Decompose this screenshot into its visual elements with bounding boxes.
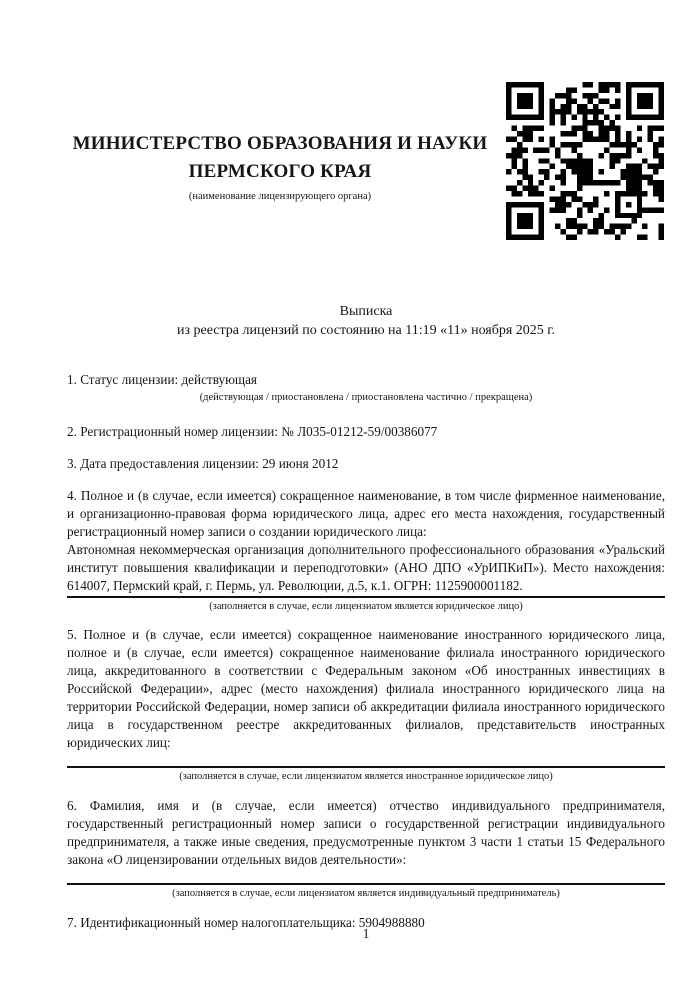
page-number: 1 xyxy=(362,926,370,941)
ministry-name-line1: МИНИСТЕРСТВО ОБРАЗОВАНИЯ И НАУКИ xyxy=(72,133,488,154)
field-4-value: Автономная некоммерческая организация дополнительного профессионального образования «Уральский институт повышения квалификации и переподготовки» (АНО ДПО «УрИПКиП»). Место нахождения: 614007, Пермский край, г. Пермь, ул. Революции, д.5, к.1. ОГРН: 1125900001182. xyxy=(67,542,665,593)
field-2-registration-number: 2. Регистрационный номер лицензии: № Л035-01212-59/00386077 xyxy=(67,424,438,439)
field-5-text: 5. Полное и (в случае, если имеется) сокращенное наименование иностранного юридического лица, полное и (в случае, если имеется) сокращенное наименование филиала иностранного юридического лица, аккредитованного в соответствии с Федеральным законом «Об иностранных инвестициях в Российской Федерации», адрес (место нахождения) филиала иностранного юридического лица на территории Российской Федерации, номер записи об аккредитации филиала иностранного юридического лица в государственном реестре аккредитованных филиалов, представительств иностранных юридических лиц: xyxy=(67,627,665,750)
field-7-inn: 7. Идентификационный номер налогоплательщика: 5904988880 xyxy=(67,915,425,930)
field-5-rule xyxy=(67,766,665,768)
field-4-caption: (заполняется в случае, если лицензиатом является юридическое лицо) xyxy=(209,601,523,612)
document-body xyxy=(67,302,665,932)
field-1-caption: (действующая / приостановлена / приостановлена частично / прекращена) xyxy=(199,392,533,403)
authority-caption: (наименование лицензирующего органа) xyxy=(188,191,372,202)
field-6-text: 6. Фамилия, имя и (в случае, если имеется) отчество индивидуального предпринимателя, государственный регистрационный номер записи о государственной регистрации индивидуального предпринимателя, а также иные сведения, предусмотренные пунктом 3 части 1 статьи 15 Федерального закона «О лицензировании отдельных видов деятельности»: xyxy=(67,798,665,867)
field-5-foreign-entity xyxy=(67,626,665,783)
extract-subtitle: из реестра лицензий по состоянию на 11:19 «11» ноября 2025 г. xyxy=(177,323,555,338)
ministry-name-line2: ПЕРМСКОГО КРАЯ xyxy=(188,161,372,182)
field-1-license-status: 1. Статус лицензии: действующая xyxy=(67,372,258,387)
field-5-caption: (заполняется в случае, если лицензиатом является иностранное юридическое лицо) xyxy=(179,771,553,782)
field-6-caption: (заполняется в случае, если лицензиатом является индивидуальный предприниматель) xyxy=(172,888,560,899)
field-4-rule xyxy=(67,596,665,598)
field-3-grant-date: 3. Дата предоставления лицензии: 29 июня 2012 xyxy=(67,456,339,471)
field-4-legal-entity xyxy=(67,487,665,613)
extract-title: Выписка xyxy=(339,304,393,319)
authority-block xyxy=(67,130,493,203)
qr-code xyxy=(506,82,664,240)
field-6-rule xyxy=(67,883,665,885)
field-6-entrepreneur xyxy=(67,797,665,900)
field-4-text: 4. Полное и (в случае, если имеется) сокращенное наименование, в том числе фирменное наименование, и организационно-правовая форма юридического лица, адрес его места нахождения, государственный регистрационный номер записи о создании юридического лица: xyxy=(67,488,665,539)
